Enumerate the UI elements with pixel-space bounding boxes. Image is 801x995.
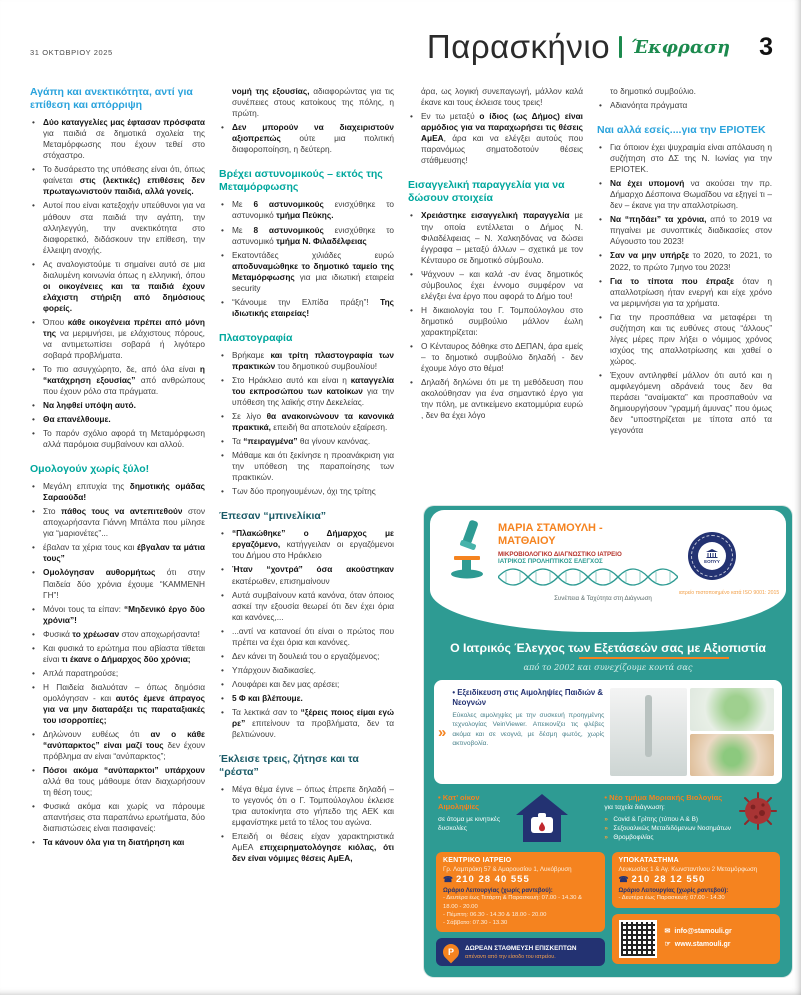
envelope-icon: ✉ [664, 928, 671, 936]
home-visit-title: • Κατ’ οίκον Αιμοληψίες [438, 793, 508, 812]
bullet-item: • Επειδή οι θέσεις είχαν χαρακτηριστικά ΑμΕΑ επιχειρηματολόγησε κιόλας, ότι δεν είναι νόμιμες θέσεις ΑμΕΑ, [219, 831, 394, 864]
phone-icon: ☎ [443, 875, 454, 885]
section-heading: Βρέχει αστυνομικούς – εκτός της Μεταμόρφωσης [219, 168, 383, 194]
bullet-item: • Ας αναλογιστούμε τι σημαίνει αυτό σε μια διαλυμένη κοινωνία όπως η ελληνική, όπου οι οικογένειες και τα παιδιά έχουν ελάχιστη στήριξη από δημόσιους φορείς. [30, 259, 205, 314]
badge-label: ΕΟΠΥΥ [704, 558, 720, 564]
virus-icon [738, 791, 778, 831]
bullet-item: • Εν τω μεταξύ ο ίδιος (ως Δήμος) είναι αρμόδιος για να παραχωρήσει τις θέσεις ΑμΕΑ, άρα και να ελέγξει αυτούς που παρανόμως σηματοδοτούν θέσεις στάθμευσης! [408, 111, 583, 166]
section-heading: Πλαστογραφία [219, 331, 293, 344]
bullet-item: • Των δύο προηγουμένων, όχι της τρίτης [219, 486, 394, 497]
section-heading: Έπεσαν “μπινελίκια” [219, 510, 327, 523]
bullet-item: • Μέγα θέμα έγινε – όπως έπρεπε δηλαδή – το γεγονός ότι ο Γ. Τομπούλογλου έκλεισε τρια αυτοκίνητα στο γήπεδο της ΑΕΚ και εμφανίστηκε μετά το τέλος του αγώνα. [219, 784, 394, 828]
chevron-right-icon: » [438, 723, 447, 741]
masthead [427, 28, 773, 66]
bullet-item: • Σαν να μην υπήρξε το 2020, το 2021, το 2022, το πρώτο 7μηνο του 2023! [597, 250, 772, 272]
ad-headline: Ο Ιατρικός Έλεγχος των Εξετάσεών σας με Αξιοπιστία [450, 641, 766, 655]
continued-paragraph: το δημοτικό συμβούλιο. [610, 86, 696, 96]
page-header [30, 28, 773, 74]
ad-feature-card [434, 680, 782, 784]
bullet-item: • Να “πηδάει” τα χρόνια, από το 2019 να πηγαίνει με συνοπτικές διαδικασίες στον Αύγουστο του 2023! [597, 214, 772, 247]
bullet-item: • Υπάρχουν διαδικασίες. [219, 665, 394, 676]
bullet-item: • έβαλαν τα χέρια τους και έβγαλαν τα μάτια τους” [30, 542, 205, 564]
photo-blood-draw [690, 734, 774, 777]
branch-office-address: Λευκωσίας 1 & Αγ. Κωνσταντίνου 2 Μεταμόρφωση [618, 866, 758, 873]
bullet-item: • Στο Ηράκλειο αυτό και είναι η καταγγελία του εκπροσώπου των κατοίκων για την υπόθεση της λαϊκής στην Δεκελείας. [219, 375, 394, 408]
headline-underline [579, 657, 729, 659]
house-medical-kit-icon [516, 793, 568, 843]
bullet-item: • Με 8 αστυνομικούς ενισχύθηκε το αστυνομικό τμήμα Ν. Φιλαδέλφειας [219, 225, 394, 247]
phone-icon: ☎ [618, 875, 630, 885]
section-heading: Ναι αλλά εσείς....για την ΕΡΙΟΤΕΚ [597, 124, 766, 137]
bullet-item: • Τα “πειραγμένα” θα γίνουν κανόνας. [219, 436, 394, 447]
ad-doctor-name: ΜΑΡΙΑ ΣΤΑΜΟΥΛΗ - ΜΑΤΘΑΙΟΥ [498, 522, 603, 548]
central-hours-list [443, 894, 598, 927]
bullet-item: • Μάθαμε και ότι ξεκίνησε η προανάκριση για την υπόθεση της παραποίησης των πρακτικών. [219, 450, 394, 483]
ad-tagline: Συνέπεια & Ταχύτητα στη Διάγνωση [554, 595, 652, 603]
bullet-item: • Εκατοντάδες χιλιάδες ευρώ αποδυναμώθηκε το δημοτικό ταμείο της Μεταμόρφωσης για μια ιδιωτική εταιρεία security [219, 250, 394, 294]
ad-subtitle-1: ΜΙΚΡΟΒΙΟΛΟΓΙΚΟ ΔΙΑΓΝΩΣΤΙΚΟ ΙΑΤΡΕΙΟ [498, 551, 622, 559]
bullet-item: • ...αντί να κατανοεί ότι είναι ο πρώτος που πρέπει να έχει όρια και κανόνες. [219, 626, 394, 648]
bullet-item: • Με 6 αστυνομικούς ενισχύθηκε το αστυνομικό τμήμα Πεύκης. [219, 199, 394, 221]
continued-paragraph: άρα, ως λογική συνεπαγωγή, μάλλον καλά έκανε και τους έκλεισε τους τρεις! [421, 86, 583, 108]
bullet-item: • 5 Φ και βλέπουμε. [219, 693, 394, 704]
central-hours-title: Ωράριο Λειτουργίας (χωρίς ραντεβού): [443, 888, 553, 895]
bullet-item: • Ο Κένταυρος δόθηκε στο ΔΕΠΑΝ, άρα εμείς – το δημοτικό συμβούλιο δηλαδή - δεν έχουμε λόγο στο θέμα! [408, 341, 583, 374]
ad-services-row [438, 793, 778, 843]
bullet-item: • Για όποιον έχει ψυχραιμία είναι απόλαυση η συζήτηση στο ΔΣ της Ν. Ιωνίας για την ΕΡΙΟΤΕΚ. [597, 142, 772, 175]
bullet-item: • Φυσικά το χρέωσαν στον αποχωρήσαντα! [30, 629, 205, 640]
hours-line: - Δευτέρα έως Παρασκευή: 07.00 - 14.30 [618, 895, 725, 902]
bullet-item: • Στο πάθος τους να αντεπιτεθούν στον αποχωρήσαντα Γιάννη Μπάλτα που μίλησε για “μαριονέτες”... [30, 506, 205, 539]
microscope-icon [446, 518, 490, 580]
feature-blood-draw-text: Εύκολες αιμοληψίες με την συσκευή προηγμένης τεχνολογίας VeinViewer. Απεικονίζει τις φλέβες ακόμα και σε νεογνά, με δέσμη φωτός, χωρίς ακτινοβολία. [452, 712, 605, 747]
bullet-item: • Λουφάρει και δεν μας αρέσει; [219, 679, 394, 690]
branch-office-box [612, 852, 781, 908]
article-column-2 [219, 86, 394, 978]
bullet-item: • Αδιανόητα πράγματα [597, 100, 772, 111]
bullet-item: • Να ληφθεί υπόψη αυτό. [30, 400, 205, 411]
section-heading: Εισαγγελική παραγγελία για να δώσουν στοιχεία [408, 179, 565, 205]
central-office-box [436, 852, 605, 932]
section-heading: Αγάπη και ανεκτικότητα, αντί για επίθεση και απόρριψη [30, 86, 193, 112]
photo-veinviewer-hand [690, 688, 774, 731]
parking-pin-icon: P [440, 941, 463, 964]
qr-code [619, 920, 657, 958]
branch-hours-title: Ωράριο Λειτουργίας (χωρίς ραντεβού): [618, 888, 729, 895]
bullet-item: • Πόσοι ακόμα “ανύπαρκτοι” υπάρχουν αλλά θα τους μάθουμε όταν διαχωρήσουν τη θέση τους; [30, 765, 205, 798]
bullet-item: • Μόνοι τους τα είπαν: “Μηδενικό έργο δύο χρόνια”! [30, 604, 205, 626]
bullet-item: • Σε λίγο θα ανακοινώνουν τα κανονικά πρακτικά, επειδή θα αποτελούν εξαίρεση. [219, 411, 394, 433]
bullet-item: • Και φυσικά το ερώτημα που αβίαστα τίθεται είναι τι έκανε ο Δήμαρχος δύο χρόνια; [30, 643, 205, 665]
molecular-title: • Νέο τμήμα Μοριακής Βιολογίας [604, 793, 734, 802]
bullet-item: • Τα κάνουν όλα για τη διατήρηση και [30, 837, 205, 848]
ad-logo-area [430, 510, 786, 632]
bullet-item: • Για την προσπάθεια να μεταφέρει τη συζήτηση και τις ευθύνες στους “άλλους” λίγες μέρες πριν λήξει ο νόμιμος χρόνος ισχύος της απαλλοτρίωσης και χαθεί ο χώρος. [597, 312, 772, 367]
dna-helix-icon [498, 565, 678, 589]
bullet-item: • Το παρόν σχόλιο αφορά τη Μεταμόρφωση αλλά παρόμοια συμβαίνουν και αλλού. [30, 428, 205, 450]
bullet-item: • Φυσικά ακόμα και χωρίς να πάρουμε απαντήσεις στα παραπάνω ερωτήματα, δύο διαπιστώσεις είναι πασιφανείς: [30, 801, 205, 834]
bullet-item: • Δεν μπορούν να διαχειριστούν αξιοπρεπώς ούτε μια πολιτική διαφοροποίηση, η δεύτερη. [219, 122, 394, 155]
article-column-1 [30, 86, 205, 978]
eopyy-certification-badge [688, 532, 736, 580]
ad-photo-grid [610, 688, 774, 776]
bullet-item: • Έχουν αντιληφθεί μάλλον ότι αυτό και η αμφιλεγόμενη αδράνειά τους δεν θα περάσει “αναίμακτα” και προσπαθούν να δημιουργήσουν “γραμμή άμυνας” που όμως δεν “υποστηρίζεται με τίποτα από τα γεγονότα [597, 370, 772, 436]
bullet-item: • Δεν κάνει τη δουλειά του ο εργαζόμενος; [219, 651, 394, 662]
bullet-item: • Η Παιδεία διαλυόταν – όπως δημόσια ομολόγησαν - και αυτός έμενε άπραγος για να μην διαταράξει τις παραταξιακές του ισορροπίες; [30, 682, 205, 726]
medical-lab-advertisement [424, 506, 792, 977]
molecular-test-item: » Covid & Γρίπης (τύπου Α & Β) [604, 815, 734, 824]
institution-building-icon [706, 549, 718, 558]
page-number: 3 [759, 32, 773, 61]
continued-paragraph: νομή της εξουσίας, αδιαφορώντας για τις συνέπειες στους κατοίκους της πόλης, η πρώτη. [232, 86, 394, 119]
ad-subheadline: από το 2002 και συνεχίζουμε κοντά σας [523, 662, 693, 672]
photo-veinviewer-device [610, 688, 687, 776]
bullet-item: • Μεγάλη επιτυχία της δημοτικής ομάδας Σαραούδα! [30, 481, 205, 503]
molecular-biology-service [604, 793, 778, 843]
branch-hours-list [619, 894, 774, 902]
bullet-item: • Δύο καταγγελίες μας έφτασαν πρόσφατα για παιδιά σε δημοτικά σχολεία της Μεταμόρφωσης που έχουν τεθεί στο στόχαστρο. [30, 117, 205, 161]
section-heading: Ομολογούν χωρίς ξύλο! [30, 463, 150, 476]
bullet-item: • Βρήκαμε και τρίτη πλαστογραφία των πρακτικών του δημοτικού συμβουλίου! [219, 350, 394, 372]
bullet-item: • Τα λεκτικά σαν το “ξέρεις ποιος είμαι εγώ ρε” επιτείνουν τα προβλήματα, δεν τα βελτιώνουν. [219, 707, 394, 740]
section-heading: Έκλεισε τρεις, ζήτησε και τα “ρέστα” [219, 752, 359, 779]
bullet-item: • Χρειάστηκε εισαγγελική παραγγελία με την οποία εντέλλεται ο Δήμος Ν. Φιλαδέλφειας – Ν. Χαλκηδόνας να δώσει έγγραφα – μεταξύ άλλων – σχετικά με τον Κένταυρο σε δημοτικό σύμβουλο. [408, 210, 583, 265]
badge-caption: ιατρείο πιστοποιημένο κατά ISO 9001: 2015 [678, 590, 780, 596]
molecular-test-item: » Σεξουαλικώς Μεταδιδόμενων Νοσημάτων [604, 824, 734, 833]
website-link: ☞ www.stamouli.gr [664, 940, 731, 948]
molecular-subtitle: για ταχεία διάγνωση: [604, 804, 665, 812]
hours-line: - Πέμπτη: 06.30 - 14.30 & 18.00 - 20.00 [443, 911, 547, 918]
parking-caption: απέναντι από την είσοδο του ιατρείου. [465, 953, 556, 960]
molecular-test-item: » Θρομβοφιλίας [604, 833, 734, 842]
home-visit-text: σε άτομα με κινητικές δυσκολίες [438, 815, 501, 833]
page-date: 31 ΟΚΤΩΒΡΙΟΥ 2025 [30, 48, 113, 57]
branch-office-title: ΥΠΟΚΑΤΑΣΤΗΜΑ [618, 857, 679, 864]
bullet-item: • Για το τίποτα που έπραξε όταν η απαλλοτρίωση ήταν ενεργή και είχε χρόνο να μεριμνήσει για τα χρήματα. [597, 276, 772, 309]
email-link: ✉ info@stamouli.gr [664, 928, 732, 936]
central-office-title: ΚΕΝΤΡΙΚΟ ΙΑΤΡΕΙΟ [443, 857, 512, 864]
bullet-item: • “Πλακώθηκε” ο Δήμαρχος με εργαζόμενο, κατήγγειλαν οι εργαζόμενοι του Δήμου στο Ηράκλειο [219, 528, 394, 561]
brand-divider [619, 36, 622, 58]
ad-subtitle-2: ΙΑΤΡΙΚΟΣ ΠΡΟΛΗΠΤΙΚΟΣ ΕΛΕΓΧΟΣ [498, 558, 603, 566]
bullet-item: • Το πιο ασυγχώρητο, δε, από όλα είναι η “κατάχρηση εξουσίας” από ανθρώπους που έχουν ρόλο στα πράγματα. [30, 364, 205, 397]
branch-office-phone: ☎ 210 28 12 550 [618, 874, 706, 886]
contact-links-box [612, 914, 781, 964]
brand-logo: Έκφραση [631, 36, 731, 58]
free-parking-box [436, 938, 605, 966]
bullet-item: • Αυτά συμβαίνουν κατά κανόνα, όταν όποιος ασκεί την εξουσία θεωρεί ότι δεν έχει όρια και κανόνες,... [219, 590, 394, 623]
bullet-item: • Να έχει υπομονή να ακούσει την πρ. Δήμαρχο Δέσποινα Θωμαΐδου να εξηγεί τι – δεν – έκανε για την απαλλοτρίωση. [597, 178, 772, 211]
bullet-item: • Το δυσάρεστο της υπόθεσης είναι ότι, όπως φαίνεται στις (λεκτικές) επιθέσεις δεν πρωταγωνιστούν παιδιά, αλλά γονείς. [30, 164, 205, 197]
hours-line: - Δευτέρα έως Τετάρτη & Παρασκευή: 07.00 - 14.30 & 18.00 - 20.00 [443, 895, 582, 910]
molecular-test-list [604, 815, 734, 843]
ad-contact-section [436, 852, 780, 966]
bullet-item: • Η δικαιολογία του Γ. Τομπούλογλου στο δημοτικό συμβούλιο μάλλον έωλη χαρακτηρίζεται: [408, 305, 583, 338]
parking-title: ΔΩΡΕΑΝ ΣΤΑΘΜΕΥΣΗ ΕΠΙΣΚΕΠΤΩΝ [465, 944, 577, 952]
bullet-item: • Ήταν “χοντρά” όσα ακούστηκαν εκατέρωθεν, επισημαίνουν [219, 564, 394, 586]
bullet-item: • Δηλαδή δηλώνει ότι με τη μεθόδευση που ακολούθησαν για ένα σημαντικό έργο για την πόλη, με αντικείμενο εκατομμύρια ευρώ , δεν θα έχει λόγο [408, 377, 583, 421]
bullet-item: • “Κάνουμε την Ελπίδα πράξη”! Της ιδιωτικής εταιρείας! [219, 297, 394, 319]
home-visit-service [438, 793, 594, 843]
bullet-item: • Ομολόγησαν αυθορμήτως ότι στην Παιδεία δύο χρόνια έχουμε “ΚΑΜΜΕΝΗ ΓΗ”! [30, 567, 205, 600]
central-office-phone: ☎ 210 28 40 555 [443, 874, 530, 886]
bullet-item: • Ψάχνουν – και καλά -αν ένας δημοτικός σύμβουλος έχει έννομο συμφέρον να ελέγξει ένα έργο που αφορά το Δήμο του! [408, 269, 583, 302]
bullet-item: • Αυτοί που είναι κατεξοχήν υπεύθυνοι για να μάθουν στα παιδιά την αγάπη, την αλληλεγγύη, την ανεκτικότητα στο διαφορετικό, διδάσκουν την επίθεση, την έλλειψη ανοχής. [30, 200, 205, 255]
bullet-item: • Δηλώνουν ευθέως ότι αν ο κάθε “ανύπαρκτος” είναι μαζί τους δεν έχουν πρόβλημα αν είναι “ανύπαρκτος”; [30, 729, 205, 762]
bullet-item: • Απλά παρατηρούσε; [30, 668, 205, 679]
bullet-item: • Όπου κάθε οικογένεια πρέπει από μόνη της να μεριμνήσει, με ελάχιστους πόρους, να αντιμετωπίσει σοβαρά ή λιγότερο σοβαρά προβλήματα. [30, 317, 205, 361]
feature-blood-draw-title: • Εξειδίκευση στις Αιμοληψίες Παιδιών & Νεογνών [452, 688, 604, 708]
pointer-icon: ☞ [664, 940, 671, 948]
masthead-title: Παρασκήνιο [426, 28, 611, 65]
bullet-item: • Θα επανέλθουμε. [30, 414, 205, 425]
central-office-address: Γρ. Λαμπράκη 57 & Αμαρουσίου 1, Λυκόβρυση [443, 866, 572, 873]
hours-line: - Σάββατο: 07.30 - 13.30 [443, 920, 508, 927]
